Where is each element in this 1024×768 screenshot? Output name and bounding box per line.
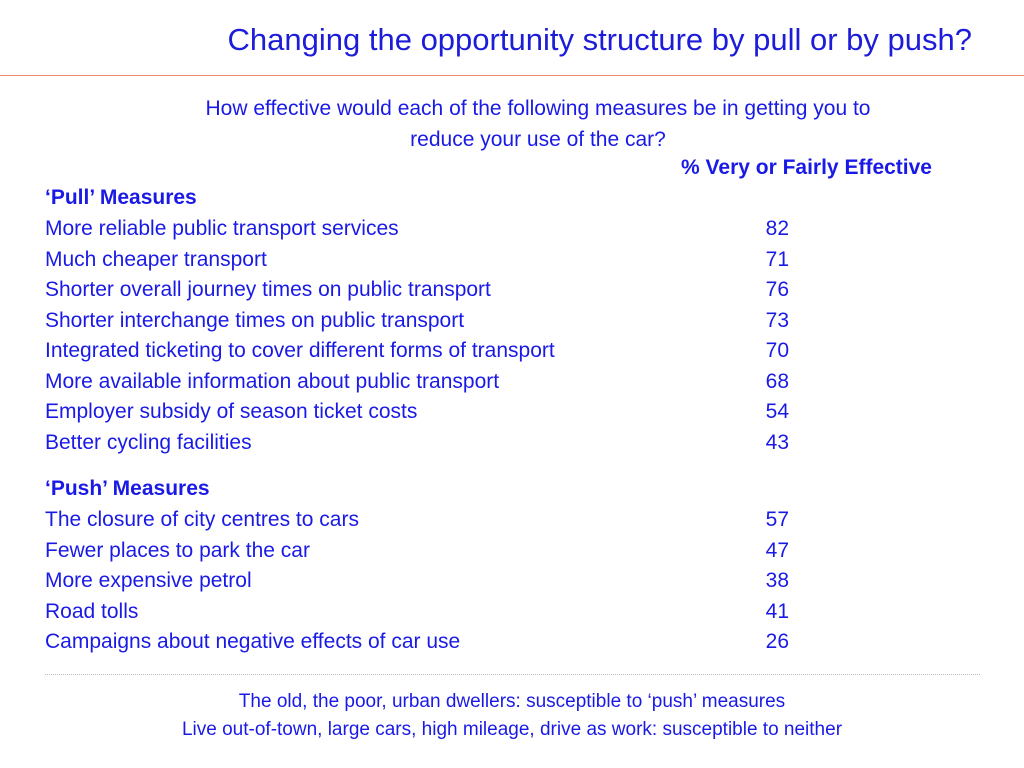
measure-value: 71 [765,247,789,271]
list-item [45,597,805,628]
measure-value: 82 [765,217,789,240]
measure-label: More reliable public transport services [45,217,399,240]
measure-value: 43 [765,430,789,454]
column-header: % Very or Fairly Effective [681,156,932,179]
list-item [45,275,805,306]
list-item [45,306,805,337]
footnote-divider [45,674,980,675]
list-item [45,214,805,245]
measure-value: 76 [765,278,789,301]
push-measures-list [45,505,805,658]
measure-value: 70 [765,339,789,362]
list-item [45,536,805,567]
measure-value: 47 [765,538,789,562]
measure-label: Road tolls [45,599,139,623]
question-line-1: How effective would each of the following measures be in getting you to [205,97,871,120]
list-item [45,566,805,597]
footnotes [0,688,1024,744]
list-item [45,336,805,367]
measure-label: Better cycling facilities [45,430,252,454]
footnote-line-2: Live out-of-town, large cars, high mileage, drive as work: susceptible to neither [181,719,843,740]
measure-label: Employer subsidy of season ticket costs [45,400,418,423]
list-item [45,397,805,428]
question-line-2: reduce your use of the car? [410,128,666,151]
measure-value: 26 [765,630,789,653]
footnote-line-1: The old, the poor, urban dwellers: susceptible to ‘push’ measures [238,691,786,712]
list-item [45,428,805,459]
measure-value: 68 [765,369,789,393]
pull-measures-heading: ‘Pull’ Measures [45,186,197,209]
list-item [45,505,805,536]
measure-value: 41 [765,599,789,623]
measure-label: Integrated ticketing to cover different forms of transport [45,339,555,362]
measure-label: Shorter interchange times on public transport [45,308,465,332]
list-item [45,367,805,398]
measure-label: Much cheaper transport [45,247,267,271]
measure-label: The closure of city centres to cars [45,508,359,531]
measure-value: 38 [765,569,789,592]
survey-question [128,93,948,155]
measure-label: More available information about public transport [45,369,500,393]
measure-value: 54 [765,400,789,423]
measure-label: Fewer places to park the car [45,538,310,562]
measure-label: Campaigns about negative effects of car use [45,630,461,653]
title-divider [0,75,1024,76]
measure-value: 73 [765,308,789,332]
push-measures-heading: ‘Push’ Measures [45,477,210,500]
measure-value: 57 [765,508,789,531]
measure-label: Shorter overall journey times on public transport [45,278,491,301]
measure-label: More expensive petrol [45,569,252,592]
pull-measures-list [45,214,805,458]
list-item [45,627,805,658]
list-item [45,245,805,276]
slide-title: Changing the opportunity structure by pull or by push? [227,22,972,57]
